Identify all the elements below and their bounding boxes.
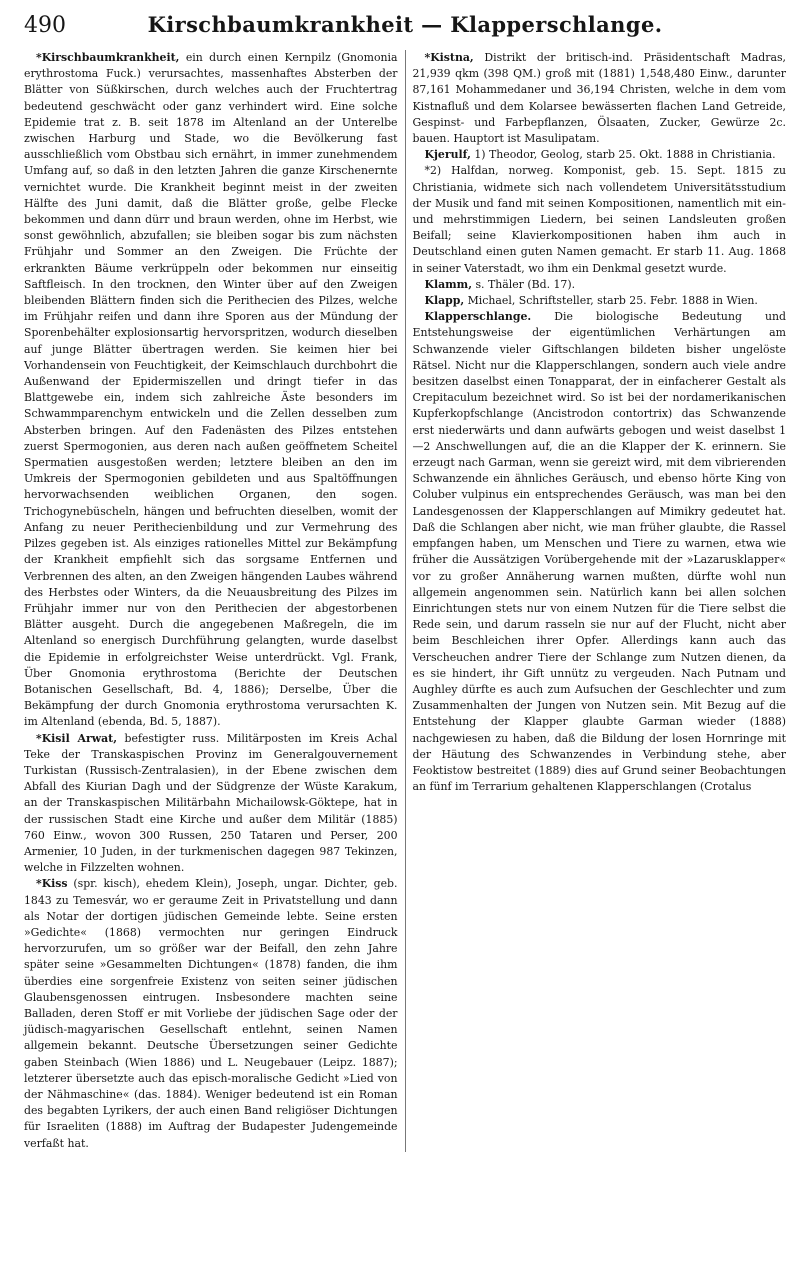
entry-headword: Klamm, (424, 277, 472, 291)
entry-kistna (413, 50, 787, 147)
entry-text: s. Thäler (Bd. 17). (472, 277, 576, 291)
entry-text: ein durch einen Kernpilz (Gnomonia erythrostoma Fuck.) verursachtes, massenhaftes Absterben der Blätter von Süßkirschen, durch welches auch der Fruchtertrag bedeutend geschwächt oder ganz verhindert wird. Eine solche Epidemie trat z. B. seit 1878 im Altenland an der Unterelbe zwischen Harburg und Stade, wo die Bevölkerung fast ausschließlich vom Obstbau sich ernährt, in immer zunehmendem Umfang auf, so daß in den letzten Jahren die ganze Kirschenernte vernichtet wurde. Die Krankheit beginnt meist in der zweiten Hälfte des Juni damit, daß die Blätter große, gelbe Flecke bekommen und dann dürr und braun werden, ohne im Herbst, wie sonst gewöhnlich, abzufallen; sie bleiben sogar bis zum nächsten Frühjahr und Sommer an den Zweigen. Die Früchte der erkrankten Bäume verkrüppeln oder bekommen nur einseitig Saftfleisch. In den trocknen, den Winter über auf den Zweigen bleibenden Blättern finden sich die Perithecien des Pilzes, welche im Frühjahr reifen und dann ihre Sporen aus der Mündung der Sporenbehälter explosionsartig hervorspritzen, wodurch dieselben auf junge Blätter übertragen werden. Sie keimen hier bei Vorhandensein von Feuchtigkeit, der Keimschlauch durchbohrt die Außenwand der Epidermiszellen und dringt tiefer in das Blattgewebe ein, indem sich zahlreiche Äste besonders im Schwammparenchym entwickeln und die Zellen desselben zum Absterben bringen. Auf den Fadenästen des Pilzes entstehen zuerst Spermogonien, aus deren nach außen geöffnetem Scheitel Spermatien ausgestoßen werden; letztere bleiben an den im Umkreis der Spermogonien gebildeten und aus Spaltöffnungen hervorwachsenden weiblichen Organen, den sogen. Trichogynebüscheln, hängen und befruchten dieselben, womit der Anfang zu neuer Perithecienbildung und zur Vermehrung des Pilzes gegeben ist. Als einziges rationelles Mittel zur Bekämpfung der Krankheit empfiehlt sich das sorgsame Entfernen und Verbrennen des alten, an den Zweigen hängenden Laubes während des Herbstes oder Winters, da die Neuausbreitung des Pilzes im Frühjahr immer nur von den Perithecien der abgestorbenen Blätter ausgeht. Durch die angegebenen Maßregeln, die im Altenland so energisch Durchführung gelangten, wurde daselbst die Epidemie in erfolgreichster Weise unterdrückt. Vgl. Frank, Über Gnomonia erythrostoma (Berichte der Deutschen Botanischen Gesellschaft, Bd. 4, 1886); Derselbe, Über die Bekämpfung der durch Gnomonia erythrostoma verursachten K. im Altenland (ebenda, Bd. 5, 1887). (24, 51, 398, 729)
entry-kjerulf-halfdan (413, 163, 787, 276)
entry-text: *2) Halfdan, norweg. Komponist, geb. 15. Sept. 1815 zu Christiania, widmete sich nach vollendetem Universitätsstudium der Musik und fand mit seinen Kompositionen, namentlich mit ein- und mehrstimmigen Liedern, bei seinen Landsleuten großen Beifall; seine Klavierkompositionen haben ihm auch in Deutschland einen guten Namen gemacht. Er starb 11. Aug. 1868 in seiner Vaterstadt, wo ihm ein Denkmal gesetzt wurde. (412, 164, 786, 275)
entry-kjerulf (413, 147, 787, 163)
entry-headword: *Kirschbaumkrankheit, (36, 51, 180, 64)
entry-headword: Kjerulf, (424, 148, 471, 162)
entry-headword: *Kiss (36, 877, 68, 891)
entry-kiss (24, 876, 398, 1151)
entry-headword: Klapp, (424, 294, 465, 308)
entry-klapperschlange (413, 309, 787, 795)
entry-text: Distrikt der britisch-ind. Präsidentschaft Madras, 21,939 qkm (398 QM.) groß mit (1881) 1,548,480 Einw., darunter 87,161 Mohammedaner und 36,194 Christen, welche in dem vom Kistnafluß und dem Kolarsee bewässerten flachen Land Getreide, Gespinst- und Farbepflanzen, Ölsaaten, Zucker, Gewürze 2c. bauen. Hauptort ist Masulipatam. (412, 51, 786, 146)
entry-klamm (413, 277, 787, 293)
entry-text: Michael, Schriftsteller, starb 25. Febr. 1888 in Wien. (464, 294, 758, 308)
entry-text: Die biologische Bedeutung und Entstehungsweise der eigentümlichen Verhärtungen am Schwanzende vieler Giftschlangen bildeten bisher ungelöste Rätsel. Nicht nur die Klapperschlangen, sondern auch viele andre besitzen daselbst einen Tonapparat, der in einfacherer Gestalt als Crepitaculum bezeichnet wird. So ist bei der nordamerikanischen Kupferkopfschlange (Ancistrodon contortrix) das Schwanzende erst niederwärts und dann aufwärts gebogen und weist daselbst 1—2 Anschwellungen auf, die an die Klapper der K. erinnern. Sie erzeugt nach Garman, wenn sie gereizt wird, mit dem vibrierenden Schwanzende ein ähnliches Geräusch, und ebenso hörte King von Coluber vulpinus ein entsprechendes Geräusch, was man bei den Landesgenossen der Klapperschlangen auf Mimikry gedeutet hat. Daß die Schlangen aber nicht, wie man früher glaubte, die Rassel empfangen haben, um Menschen und Tiere zu warnen, etwa wie früher die Aussätzigen Vorübergehende mit der »Lazarusklapper« vor zu großer Annäherung warnen mußten, dürfte wohl nun allgemein angenommen sein. Natürlich kann bei allen solchen Einrichtungen stets nur von einem Nutzen für die Tiere selbst die Rede sein, und darum rasseln sie nur auf der Flucht, nicht aber beim Beschleichen ihrer Opfer. Allerdings kann auch das Verscheuchen andrer Tiere der Schlange zum Nutzen dienen, da es sie hindert, ihr Gift unnütz zu vergeuden. Nach Putnam und Aughley dürfte es auch zum Aufsuchen der Geschlechter und zum Zusammenhalten der Jungen von Nutzen sein. Mit Bezug auf die Entstehung der Klapper glaubte Garman wieder (1888) nachgewiesen zu haben, daß die Bildung der losen Hornringe mit der Häutung des Schwanzendes in Verbindung stehe, aber Feoktistow bestreitet (1889) dies auf Grund seiner Beobachtungen an fünf im Terrarium gehaltenen Klapperschlangen (Crotalus (412, 310, 786, 794)
entry-headword: Klapperschlange. (424, 310, 532, 324)
entry-headword: *Kistna, (424, 51, 474, 64)
page-header (24, 12, 786, 46)
entry-text: 1) Theodor, Geolog, starb 25. Okt. 1888 in Christiania. (470, 148, 776, 162)
left-column (24, 50, 405, 1152)
entry-kisil-arwat (24, 731, 398, 877)
entry-klapp (413, 293, 787, 309)
entry-kirschbaumkrankheit (24, 50, 398, 731)
running-title: Kirschbaumkrankheit — Klapperschlange. (147, 12, 663, 37)
entry-text: (spr. kisch), ehedem Klein), Joseph, ungar. Dichter, geb. 1843 zu Temesvár, wo er geraume Zeit in Privatstellung und dann als Notar der dortigen jüdischen Gemeinde lebte. Seine ersten »Gedichte« (1868) vermochten nur geringen Eindruck hervorzurufen, um so größer war der Beifall, den zehn Jahre später seine »Gesammelten Dichtungen« (1878) fanden, die ihm überdies eine sorgenfreie Existenz von seiten seiner jüdischen Glaubensgenossen eintrugen. Insbesondere machten seine Balladen, deren Stoff er mit Vorliebe der jüdischen Sage oder der jüdisch-magyarischen Gesellschaft entlehnt, seinen Namen allgemein bekannt. Deutsche Übersetzungen seiner Gedichte gaben Steinbach (Wien 1886) und L. Neugebauer (Leipz. 1887); letzterer übersetzte auch das episch-moralische Gedicht »Lied von der Nähmaschine« (das. 1884). Weniger bedeutend ist ein Roman des begabten Lyrikers, der auch einen Band religiöser Dichtungen für Israeliten (1888) im Auftrag der Budapester Judengemeinde verfaßt hat. (24, 877, 398, 1150)
text-columns (24, 50, 786, 1152)
right-column (405, 50, 787, 1152)
entry-text: befestigter russ. Militärposten im Kreis Achal Teke der Transkaspischen Provinz im Generalgouvernement Turkistan (Russisch-Zentralasien), in der Ebene zwischen dem Abfall des Kiurian Dagh und der Südgrenze der Wüste Karakum, an der Transkaspischen Militärbahn Michailowsk-Göktepe, hat in der russischen Stadt eine Kirche und außer dem Militär (1885) 760 Einw., wovon 300 Russen, 250 Tataren und Perser, 200 Armenier, 10 Juden, in der turkmenischen dagegen 987 Tekinzen, welche in Filzzelten wohnen. (24, 731, 398, 875)
page-number: 490 (24, 13, 66, 38)
entry-headword: *Kisil Arwat, (36, 731, 117, 745)
